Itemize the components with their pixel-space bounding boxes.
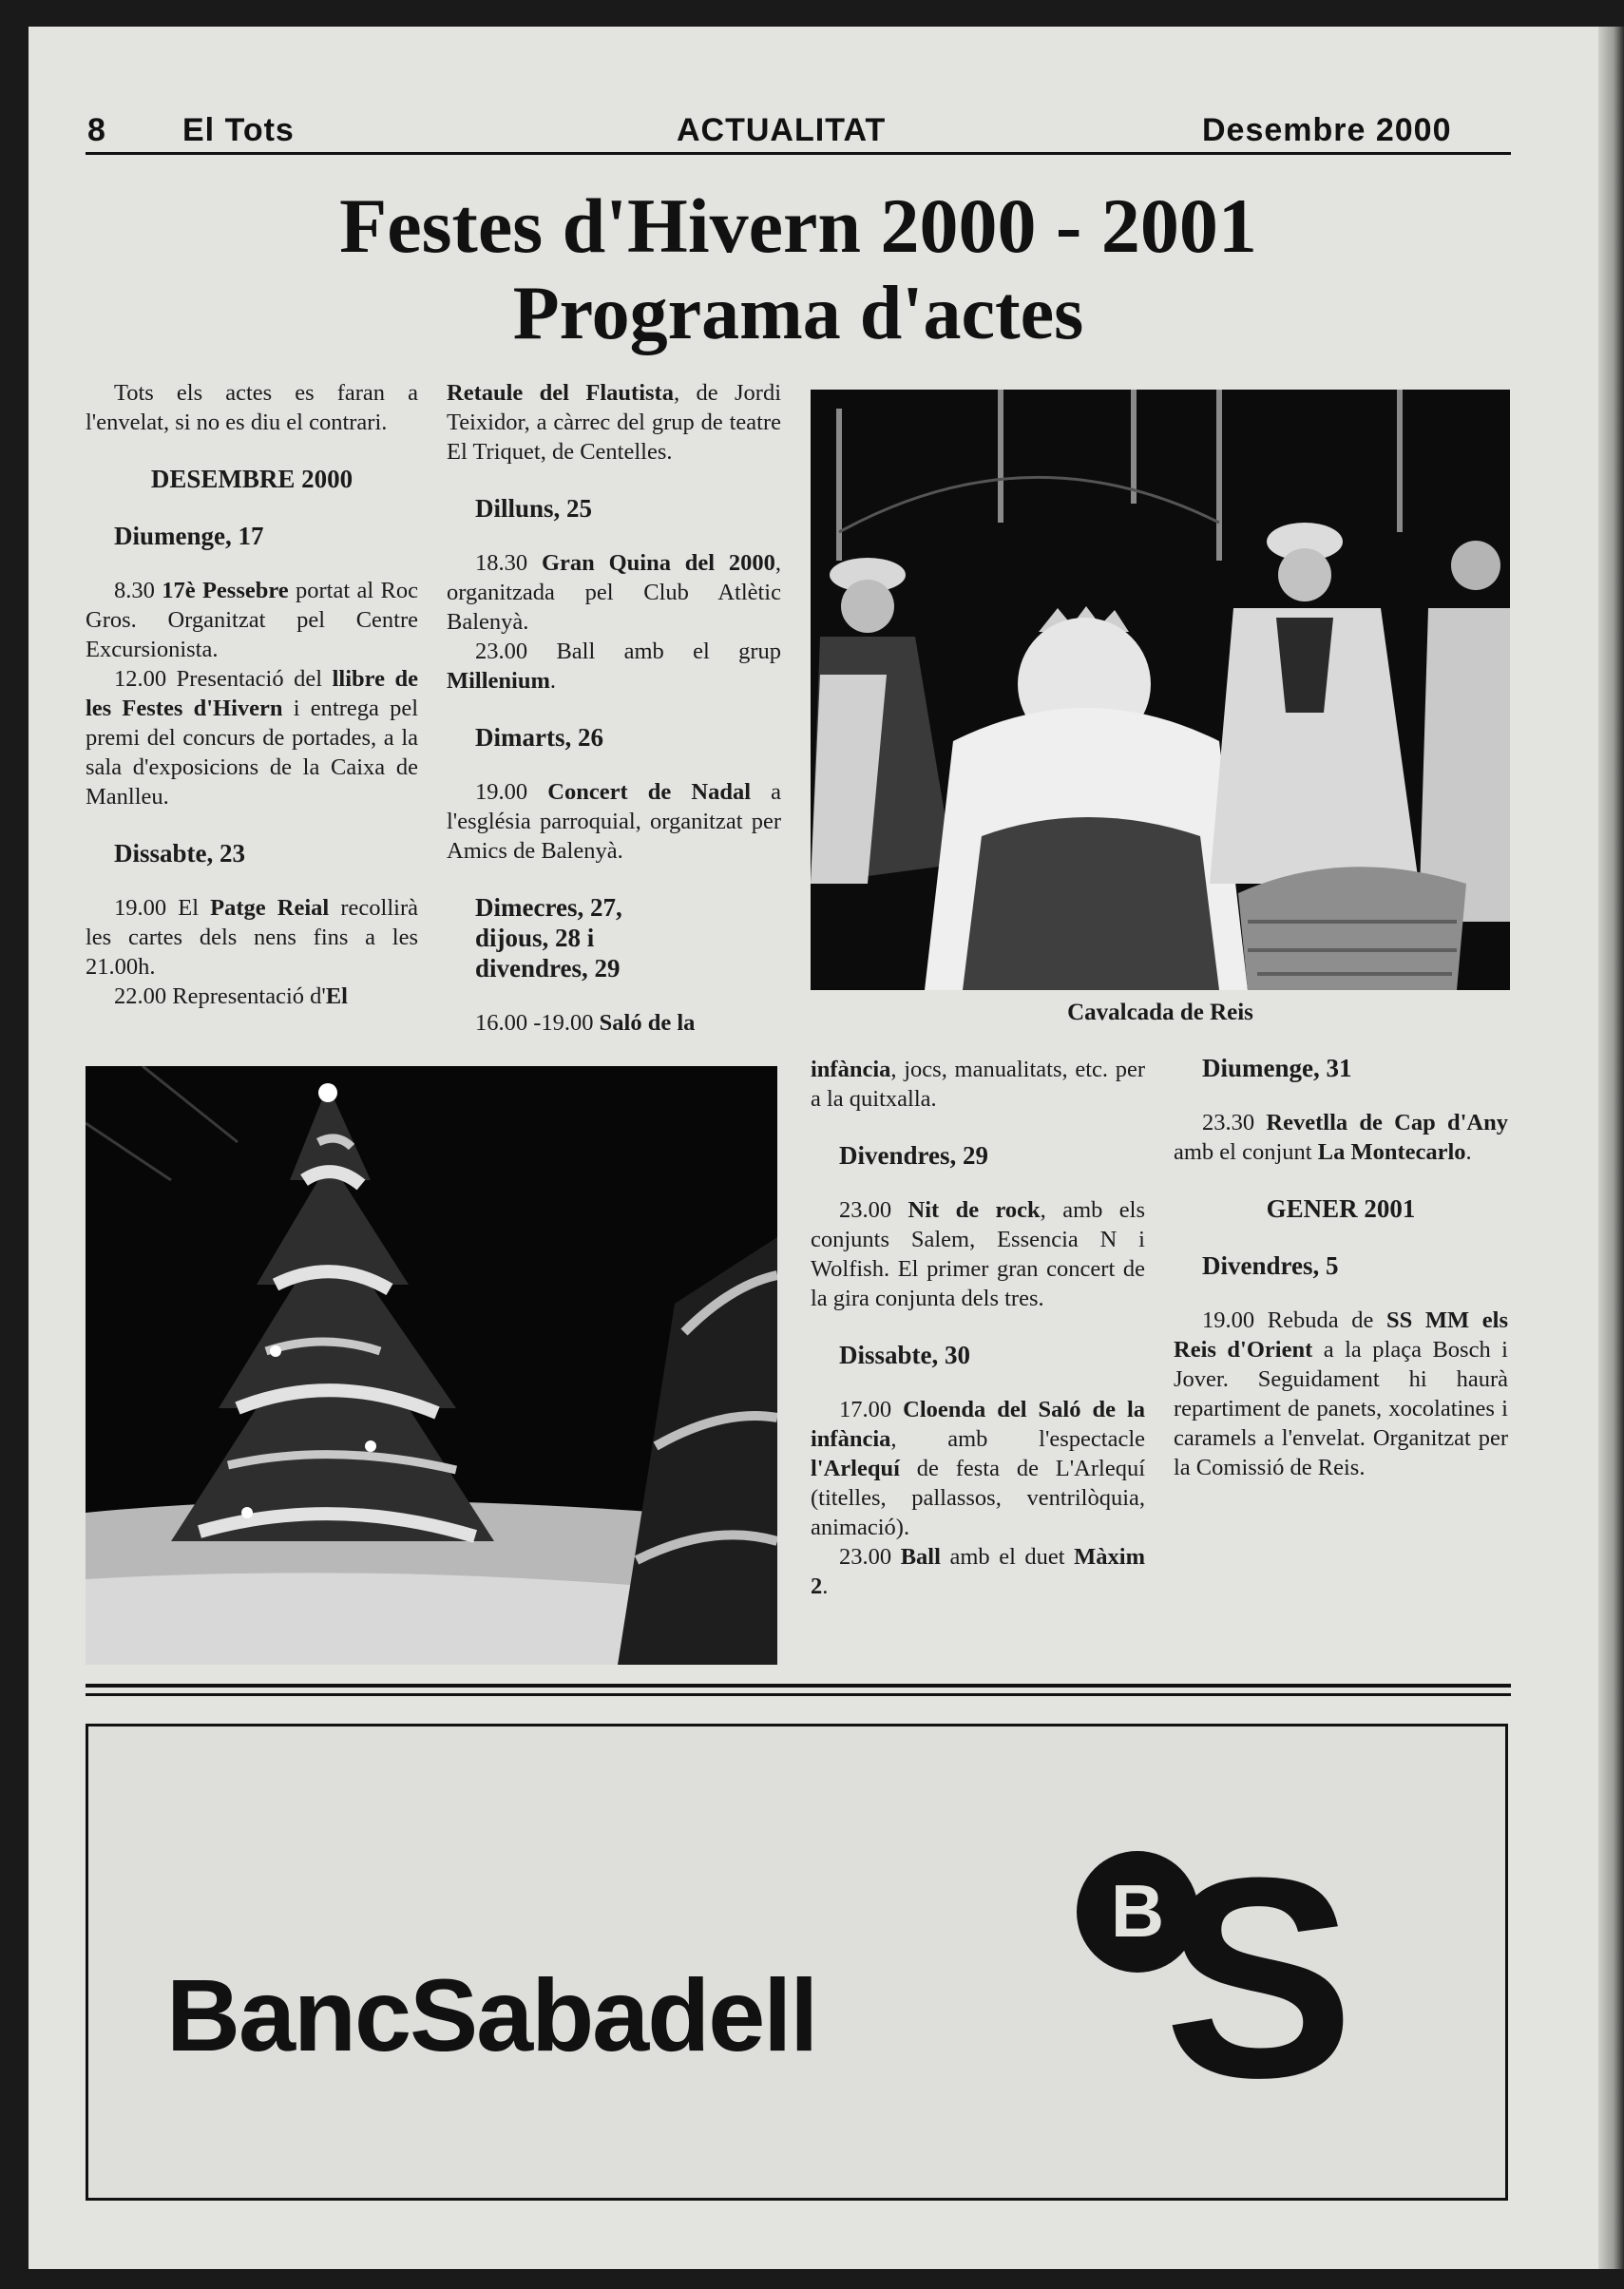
- event-item: 23.30 Revetlla de Cap d'Any amb el conjunt La Montecarlo.: [1174, 1110, 1508, 1165]
- intro-text: Tots els actes es faran a l'envelat, si no es diu el contrari.: [86, 380, 418, 435]
- column-2: [447, 378, 781, 1038]
- photo-cavalcada: [811, 390, 1510, 990]
- day-heading: Diumenge, 17: [114, 522, 264, 550]
- section-name: ACTUALITAT: [677, 112, 887, 148]
- event-item: 23.00 Ball amb el grup Millenium.: [447, 639, 781, 694]
- bank-logo-icon: [1069, 1843, 1364, 2090]
- event-item: 19.00 El Patge Reial recollirà les cartes dels nens fins a les 21.00h.: [86, 895, 418, 980]
- section-rule: [86, 1693, 1511, 1696]
- photo-caption: Cavalcada de Reis: [1067, 1000, 1253, 1025]
- event-item: 23.00 Ball amb el duet Màxim 2.: [811, 1544, 1146, 1599]
- day-heading: Divendres, 5: [1202, 1251, 1339, 1280]
- event-item: 8.30 17è Pessebre portat al Roc Gros. Organitzat pel Centre Excursionista.: [86, 578, 419, 662]
- event-item: 18.30 Gran Quina del 2000, organitzada pel Club Atlètic Balenyà.: [447, 550, 782, 635]
- column-4: [1174, 1026, 1508, 1482]
- event-item: 16.00 -19.00 Saló de la: [475, 1010, 696, 1036]
- event-item: 12.00 Presentació del llibre de les Festes d'Hivern i entrega pel premi del concurs de portades, a la sala d'exposicions de la Caixa de Manlleu.: [86, 666, 418, 810]
- event-item: 19.00 Rebuda de SS MM els Reis d'Orient a la plaça Bosch i Jover. Seguidament hi haurà repartiment de panets, xocolatines i caramels a l'envelat. Organitzat per la Comissió de Reis.: [1174, 1307, 1509, 1480]
- event-item: infància, jocs, manualitats, etc. per a la quitxalla.: [811, 1057, 1145, 1112]
- event-item: 23.00 Nit de rock, amb els conjunts Salem, Essencia N i Wolfish. El primer gran concert de la gira conjunta dels tres.: [811, 1197, 1145, 1311]
- section-rule: [86, 1684, 1511, 1688]
- page-number: 8: [87, 112, 106, 148]
- day-heading: Dissabte, 30: [839, 1341, 971, 1369]
- month-heading: DESEMBRE 2000: [150, 465, 353, 493]
- month-heading: GENER 2001: [1266, 1194, 1416, 1223]
- logo-letter-s: S: [1163, 1843, 1355, 2090]
- event-item: 19.00 Concert de Nadal a l'església parroquial, organitzat per Amics de Balenyà.: [447, 779, 782, 864]
- event-item: 22.00 Representació d'El: [114, 983, 348, 1009]
- column-1: [86, 378, 418, 1011]
- logo-letter-b: B: [1110, 1869, 1165, 1953]
- day-heading: Dimarts, 26: [475, 723, 603, 752]
- event-item: 17.00 Cloenda del Saló de la infància, amb l'espectacle l'Arlequí de festa de L'Arlequí (titelles, pallassos, ventrilòquia, animació).: [811, 1397, 1145, 1540]
- page-edge: [1598, 27, 1624, 2269]
- issue-date: Desembre 2000: [1202, 112, 1452, 148]
- day-heading: Dissabte, 23: [114, 839, 246, 868]
- event-item: Retaule del Flautista, de Jordi Teixidor, a càrrec del grup de teatre El Triquet, de Centelles.: [447, 380, 781, 465]
- subheadline: Programa d'actes: [512, 272, 1084, 355]
- bank-brand-name: BancSabadell: [166, 1957, 817, 2072]
- headline: Festes d'Hivern 2000 - 2001: [339, 182, 1257, 269]
- photo-snowy-tree: [86, 1066, 777, 1665]
- day-heading: Dilluns, 25: [475, 494, 593, 523]
- day-heading: Diumenge, 31: [1202, 1054, 1352, 1082]
- header-rule: [86, 152, 1511, 155]
- day-heading: Dimecres, 27, dijous, 28 i divendres, 29: [475, 893, 622, 982]
- publication-name: El Tots: [182, 112, 295, 148]
- column-3: [811, 1055, 1145, 1601]
- day-heading: Divendres, 29: [839, 1141, 989, 1170]
